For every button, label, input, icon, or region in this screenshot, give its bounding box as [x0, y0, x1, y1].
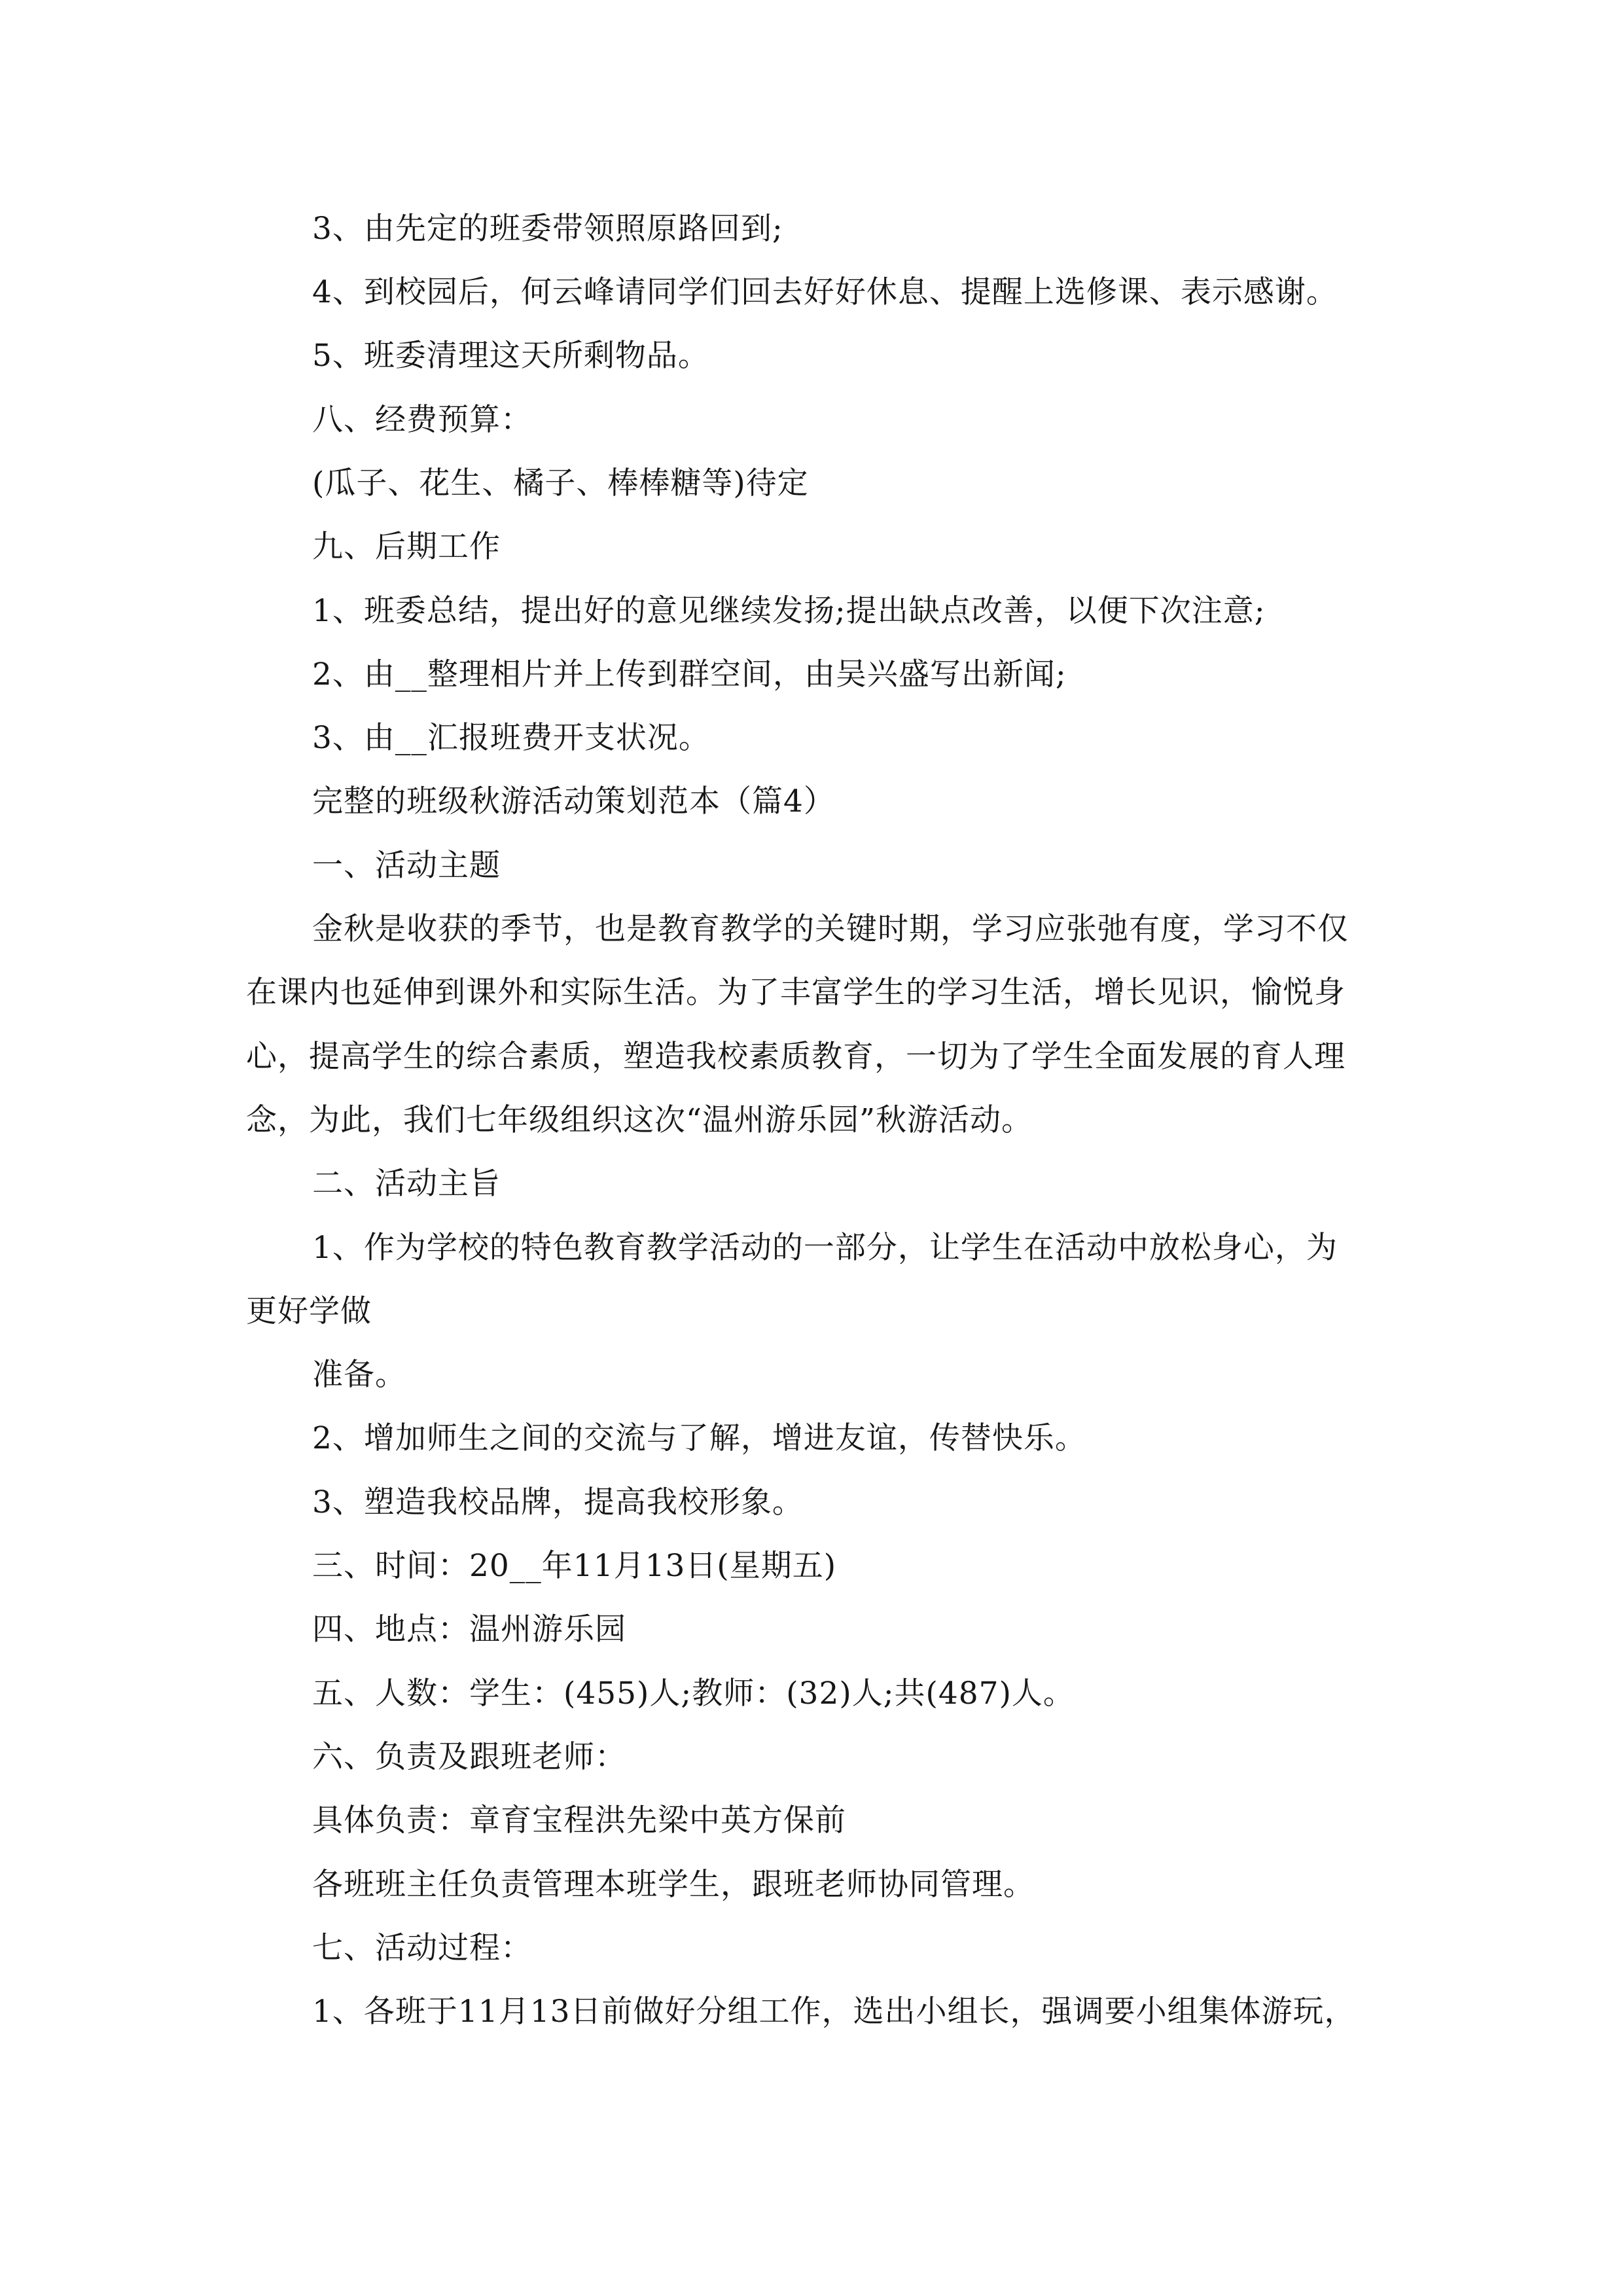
text-line: 1、各班于11月13日前做好分组工作，选出小组长，强调要小组集体游玩， — [312, 1994, 1356, 2030]
section-heading: 二、活动主旨 — [312, 1166, 501, 1202]
text-line: 1、班委总结，提出好的意见继续发扬;提出缺点改善，以便下次注意; — [312, 593, 1266, 629]
text-line: 3、由先定的班委带领照原路回到; — [312, 211, 783, 247]
paragraph-line: 心，提高学生的综合素质，塑造我校素质教育，一切为了学生全面发展的育人理 — [246, 1039, 1346, 1075]
article-title: 完整的班级秋游活动策划范本（篇4） — [312, 783, 835, 819]
paragraph-line: 在课内也延伸到课外和实际生活。为了丰富学生的学习生活，增长见识，愉悦身 — [246, 975, 1346, 1011]
text-line: 四、地点：温州游乐园 — [312, 1611, 626, 1647]
text-line: 五、人数：学生：(455)人;教师：(32)人;共(487)人。 — [312, 1676, 1075, 1712]
paragraph-line: 1、作为学校的特色教育教学活动的一部分，让学生在活动中放松身心，为 — [312, 1230, 1338, 1266]
text-line: 3、由__汇报班费开支状况。 — [312, 720, 710, 756]
text-line: 各班班主任负责管理本班学生，跟班老师协同管理。 — [312, 1867, 1035, 1903]
text-line: (瓜子、花生、橘子、棒棒糖等)待定 — [312, 465, 809, 501]
text-line: 3、塑造我校品牌，提高我校形象。 — [312, 1484, 804, 1520]
paragraph-line: 更好学做 — [246, 1293, 372, 1329]
section-heading: 八、经费预算： — [312, 402, 532, 438]
section-heading: 一、活动主题 — [312, 848, 501, 884]
section-heading: 九、后期工作 — [312, 529, 501, 565]
text-line: 5、班委清理这天所剩物品。 — [312, 338, 709, 374]
text-line: 2、增加师生之间的交流与了解，增进友谊，传替快乐。 — [312, 1420, 1086, 1456]
text-line: 2、由__整理相片并上传到群空间，由吴兴盛写出新闻; — [312, 656, 1067, 692]
section-heading: 七、活动过程： — [312, 1930, 532, 1966]
section-heading: 六、负责及跟班老师： — [312, 1739, 626, 1775]
text-line: 4、到校园后，何云峰请同学们回去好好休息、提醒上选修课、表示感谢。 — [312, 274, 1338, 310]
text-line: 具体负责：章育宝程洪先梁中英方保前 — [312, 1803, 846, 1839]
paragraph-line: 准备。 — [312, 1357, 406, 1393]
text-line: 三、时间：20__年11月13日(星期五) — [312, 1548, 837, 1584]
paragraph-line: 念，为此，我们七年级组织这次“温州游乐园”秋游活动。 — [246, 1102, 1033, 1138]
paragraph-line: 金秋是收获的季节，也是教育教学的关键时期，学习应张弛有度，学习不仅 — [312, 911, 1349, 947]
